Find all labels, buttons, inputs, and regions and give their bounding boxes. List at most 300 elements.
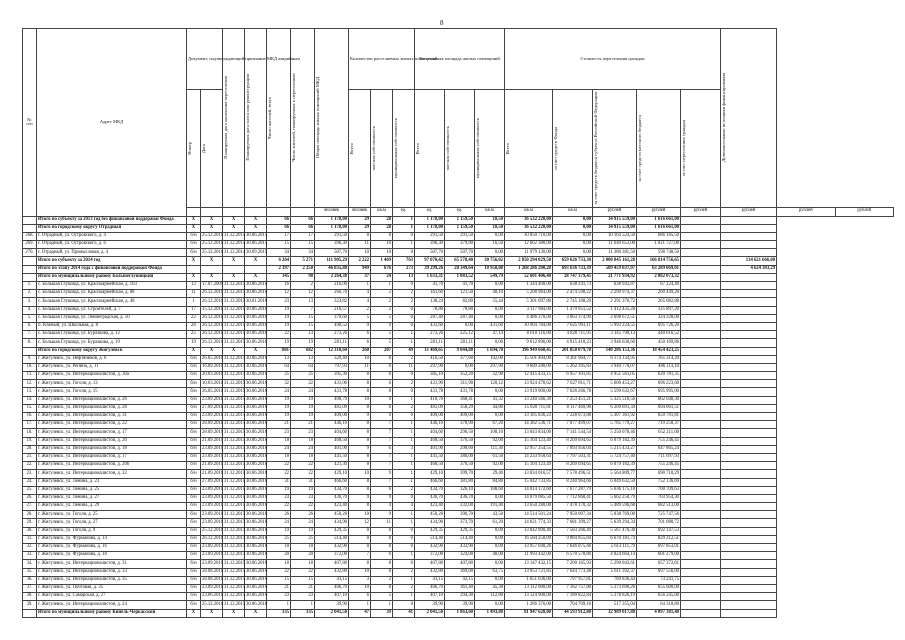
table-cell: 13 650 280,00 [505, 503, 553, 511]
table-row [23, 527, 894, 535]
table-row [23, 503, 894, 511]
table-cell: 20 [267, 552, 291, 560]
table-cell: 431,78 [415, 388, 445, 396]
table-cell [721, 421, 777, 429]
table-cell [681, 232, 721, 240]
table-cell [201, 265, 223, 273]
table-cell: 31.12.2015 [223, 560, 245, 568]
table-cell: 265 082,88 [637, 298, 681, 306]
table-cell [721, 429, 777, 437]
table-cell: 30.06.2016 [245, 355, 267, 363]
unit-cell: человек [315, 207, 349, 216]
table-cell: 19 [291, 413, 315, 421]
table-cell: 2 698 672,51 [593, 314, 637, 322]
table-cell [223, 265, 245, 273]
table-cell: 31.12.2015 [223, 298, 245, 306]
table-cell [721, 290, 777, 298]
table-cell: 9 084 855,84 [553, 535, 593, 543]
table-cell: 507,70 [415, 249, 445, 257]
table-row [23, 388, 894, 396]
table-row [23, 519, 894, 527]
table-cell [681, 535, 721, 543]
table-cell: 829 212,51 [637, 535, 681, 543]
table-cell: 507,70 [315, 249, 349, 257]
table-cell: 16 584 250,09 [505, 535, 553, 543]
table-cell: 30.06.2015 [245, 232, 267, 240]
table-cell [681, 314, 721, 322]
table-cell: 5 262 395,83 [553, 363, 593, 371]
header-cost: Стоимость переселения граждан [505, 29, 721, 90]
table-cell: 0 [393, 535, 415, 543]
table-cell: 0,00 [475, 527, 505, 535]
table-cell: 8 [349, 503, 371, 511]
address-cell: с. Большая Глушица, ул. Красноармейская, д. 88 [37, 290, 187, 298]
table-cell: 7 681 399,27 [553, 519, 593, 527]
table-cell: 30.06.2016 [245, 363, 267, 371]
table-cell: 31.12.2015 [223, 314, 245, 322]
table-cell: 31.12.2015 [223, 363, 245, 371]
table-cell: X [223, 609, 245, 617]
table-cell: 8 [349, 544, 371, 552]
table-cell: 8 [349, 388, 371, 396]
table-cell: 700 709,63 [637, 486, 681, 494]
table-cell: 30.06.2016 [245, 503, 267, 511]
table-cell: 161,60 [415, 290, 445, 298]
table-cell: 30.06.2016 [245, 576, 267, 584]
table-cell: б/н [187, 380, 201, 388]
table-cell [23, 609, 37, 617]
unit-cell: рублей [593, 207, 637, 216]
address-cell: г. Жигулевск, ул. Интернационалистов, д. 30а [37, 372, 187, 380]
table-cell [721, 249, 777, 257]
table-cell: 1 178,00 [415, 216, 445, 224]
table-cell: 31.12.2015 [223, 453, 245, 461]
table-cell: 23 [291, 429, 315, 437]
table-cell: 0,00 [475, 339, 505, 347]
table-cell: 31. [23, 535, 37, 543]
table-cell: 31.12.2015 [223, 462, 245, 470]
table-cell [721, 544, 777, 552]
table-cell [721, 609, 777, 617]
table-cell: 30.06.2016 [245, 552, 267, 560]
table-cell: 2 [393, 486, 415, 494]
table-cell [681, 290, 721, 298]
table-cell: 9 [349, 413, 371, 421]
table-cell: 379,80 [445, 241, 475, 249]
table-cell: 361,40 [445, 584, 475, 592]
table-cell: 31.12.2015 [223, 429, 245, 437]
address-cell: г. Жигулевск, ул. Интернационалистов, д. 18 [37, 445, 187, 453]
table-cell: 25 [267, 372, 291, 380]
header-area: Общая площадь жилых помещений МКД [315, 29, 349, 208]
table-cell: 21.09.2011 [201, 462, 223, 470]
table-cell: 0 [393, 413, 415, 421]
table-cell: 765 314,20 [637, 355, 681, 363]
table-cell: 37. [23, 584, 37, 592]
table-cell: 0,00 [475, 232, 505, 240]
table-cell: 408,79 [315, 396, 349, 404]
table-cell: 31.12.2015 [223, 601, 245, 609]
header-area-total: Всего [415, 90, 445, 208]
table-cell: 30.06.2016 [245, 306, 267, 314]
table-cell: 5. [23, 314, 37, 322]
table-cell: 1 [393, 421, 415, 429]
table-cell: 682 [291, 347, 315, 355]
table-cell: 36 532 220,00 [505, 224, 553, 232]
table-cell: 686 185,50 [637, 232, 681, 240]
table-cell: 28.08.2011 [201, 576, 223, 584]
table-cell: 31.12.2015 [223, 519, 245, 527]
table-cell: б/н [187, 462, 201, 470]
table-cell: 21 [291, 421, 315, 429]
table-cell: 396,30 [315, 241, 349, 249]
table-cell: 4 951 561,05 [593, 372, 637, 380]
table-cell: 14 021 774,33 [505, 519, 553, 527]
table-cell: 291,50 [415, 232, 445, 240]
table-cell: 436,70 [315, 494, 349, 502]
table-cell: 797 957,81 [553, 576, 593, 584]
table-cell: 25.12.2011 [201, 232, 223, 240]
table-cell: 431,78 [315, 388, 349, 396]
table-cell [681, 544, 721, 552]
table-cell: 14 514 501,24 [505, 511, 553, 519]
table-cell: 30.06.2016 [245, 388, 267, 396]
table-cell: 1 [371, 282, 393, 290]
table-cell [721, 453, 777, 461]
table-row [23, 486, 894, 494]
table-cell [681, 527, 721, 535]
table-cell [681, 568, 721, 576]
table-cell: X [187, 224, 201, 232]
table-cell: 13 842 890,40 [505, 527, 553, 535]
table-cell: 324 328,00 [637, 314, 681, 322]
table-cell: 12 [349, 519, 371, 527]
table-cell: 63,75 [475, 568, 505, 576]
table-cell: 30.06.2016 [245, 372, 267, 380]
table-cell: б/н [187, 544, 201, 552]
table-cell: 108,60 [475, 486, 505, 494]
table-cell: 4 828 711,95 [553, 331, 593, 339]
table-cell: 1 [393, 593, 415, 601]
table-cell: 8 [371, 584, 393, 592]
table-cell: 13 [393, 273, 415, 281]
table-cell: 5 838 769,00 [593, 511, 637, 519]
table-cell: 486 114,10 [637, 363, 681, 371]
table-cell: X [245, 273, 267, 281]
table-cell: 5 278 826,19 [593, 593, 637, 601]
table-cell: 1 344 408,00 [505, 282, 553, 290]
address-cell: г. Отрадный, ул. Островского, д. 4 [37, 232, 187, 240]
table-cell: 12 662 380,00 [505, 241, 553, 249]
table-cell: 9. [23, 355, 37, 363]
unit-cell: рублей [637, 207, 681, 216]
table-cell: 55,44 [475, 298, 505, 306]
table-cell: 368,41 [445, 396, 475, 404]
table-cell: б/н [187, 453, 201, 461]
table-cell: X [223, 216, 245, 224]
table-cell: 8 [349, 453, 371, 461]
table-cell: 682 513,00 [637, 503, 681, 511]
table-cell: 326,10 [445, 486, 475, 494]
table-cell: 1 178,00 [415, 224, 445, 232]
table-cell: 468,50 [415, 462, 445, 470]
table-cell: 7 646 075,46 [553, 544, 593, 552]
table-cell: б/н [187, 413, 201, 421]
table-cell: 2 291 376,72 [593, 298, 637, 306]
table-cell: 7 [349, 552, 371, 560]
table-cell: 10 904 784,00 [505, 322, 553, 330]
table-cell: 45,30 [475, 584, 505, 592]
table-cell: 25 [291, 372, 315, 380]
table-cell [721, 241, 777, 249]
table-cell: 11 993 442,00 [505, 552, 553, 560]
table-row [23, 576, 894, 584]
table-cell: 697 556,00 [637, 568, 681, 576]
table-cell: 755 246,45 [637, 437, 681, 445]
table-cell: 31.12.2015 [223, 568, 245, 576]
header-count-municipal: муниципальная собственность [393, 90, 415, 208]
table-cell: 1 [393, 437, 415, 445]
table-cell: 0 [393, 322, 415, 330]
table-cell: 34 [291, 249, 315, 257]
table-cell: 409,00 [415, 413, 445, 421]
table-cell: 27.09.2011 [201, 478, 223, 486]
table-cell: 5 599 632,67 [593, 388, 637, 396]
table-cell [681, 560, 721, 568]
table-cell: 20.03.2011 [201, 372, 223, 380]
total-row [23, 257, 894, 265]
table-cell: 652 211,00 [637, 429, 681, 437]
table-cell: 26.05.2011 [201, 388, 223, 396]
table-cell: 1 651 036,00 [505, 576, 553, 584]
table-cell: 21. [23, 453, 37, 461]
table-cell: 26.12.2011 [201, 331, 223, 339]
table-cell: X [201, 216, 223, 224]
table-cell: 620 781,35 [637, 372, 681, 380]
table-cell [721, 519, 777, 527]
table-cell: 31.12.2015 [223, 535, 245, 543]
table-cell: 11 640 653,00 [593, 241, 637, 249]
table-cell: 31.12.2014 [223, 232, 245, 240]
address-cell: Итого по муниципальному району Кинель-Черкасский [37, 609, 187, 617]
resettlement-table [22, 28, 894, 618]
table-cell: 49 [393, 347, 415, 355]
address-cell: Итого по городскому округу Жигулевск [37, 347, 187, 355]
table-cell: 12. [23, 380, 37, 388]
table-cell [721, 355, 777, 363]
table-cell: 507,70 [445, 249, 475, 257]
table-cell: 16 [267, 282, 291, 290]
address-cell: г. Жигулевск, ул. Гоголя, д. 25 [37, 511, 187, 519]
table-cell: 0 [393, 249, 415, 257]
table-cell: 0,00 [553, 224, 593, 232]
table-cell [721, 437, 777, 445]
table-row [23, 445, 894, 453]
table-cell [721, 413, 777, 421]
table-cell: 8 [349, 404, 371, 412]
header-area-municipal: муниципальная собственность [475, 90, 505, 208]
table-cell: 19 [267, 486, 291, 494]
address-cell: г. Жигулевск, ул. Репина, д. 11 [37, 363, 187, 371]
table-cell: 13 834 016,57 [505, 470, 553, 478]
table-cell: 15 [291, 322, 315, 330]
address-cell: г. Отрадный, ул. Островского, д. 6 [37, 241, 187, 249]
table-cell: 5 208 984,00 [505, 290, 553, 298]
table-cell: 407,10 [415, 593, 445, 601]
table-cell: 23.09.2011 [201, 503, 223, 511]
table-cell [721, 314, 777, 322]
table-cell: 22 [291, 462, 315, 470]
unit-cell: кв.м [371, 207, 393, 216]
table-cell: 35. [23, 568, 37, 576]
table-cell: 6 957 101,85 [553, 372, 593, 380]
table-cell: 14 079 085,50 [505, 494, 553, 502]
table-cell: 31.12.2015 [223, 494, 245, 502]
table-cell: 30.06.2016 [245, 511, 267, 519]
address-cell: с. Большая Глушица, ул. Бурлакова, д. 19 [37, 339, 187, 347]
unit-cell: рублей [835, 207, 893, 216]
table-cell: 468,50 [315, 437, 349, 445]
table-cell: 1 [393, 576, 415, 584]
table-cell: 7 [291, 306, 315, 314]
table-cell: 30.06.2016 [245, 453, 267, 461]
table-cell [681, 413, 721, 421]
table-cell: 92,00 [475, 437, 505, 445]
table-cell: 5 [371, 331, 393, 339]
table-cell [721, 232, 777, 240]
table-cell: 32 989 017,80 [593, 609, 637, 617]
table-cell [721, 593, 777, 601]
table-cell: 66 [267, 216, 291, 224]
table-cell: 13 [291, 298, 315, 306]
table-cell: 7 712 860,41 [553, 494, 593, 502]
table-cell: 266,70 [315, 290, 349, 298]
table-cell: 36. [23, 576, 37, 584]
header-cost-total: Всего [505, 90, 553, 208]
table-cell: 434,90 [315, 519, 349, 527]
table-cell: 66 [267, 224, 291, 232]
table-cell: б/н [187, 486, 201, 494]
table-cell: 12 310,60 [315, 347, 349, 355]
table-cell: 120,12 [475, 380, 505, 388]
table-row [23, 462, 894, 470]
unit-cell [291, 207, 315, 216]
table-cell: 5 273 690,26 [593, 584, 637, 592]
table-cell: 8 117 469,96 [553, 404, 593, 412]
table-cell: 17 [187, 306, 201, 314]
table-cell: 112,80 [475, 593, 505, 601]
table-cell: 18 [291, 544, 315, 552]
table-cell: 7 253 451,21 [553, 396, 593, 404]
address-cell: г. Жигулевск, ул. Интернационалистов, д. 31 [37, 560, 187, 568]
address-cell: п. Южный, ул. Школьная, д. 8 [37, 322, 187, 330]
table-cell: 2 264,38 [315, 273, 349, 281]
table-cell: 111 905,29 [315, 257, 349, 265]
table-cell: X [187, 257, 201, 265]
address-cell: Итого по муниципальному району Большеглушицкий [37, 273, 187, 281]
table-cell: 8 [371, 388, 393, 396]
table-cell [681, 322, 721, 330]
table-cell: 410,70 [415, 396, 445, 404]
table-cell: 2 041,50 [415, 609, 445, 617]
table-cell: 31 [291, 478, 315, 486]
table-row [23, 363, 894, 371]
table-cell: 269. [23, 241, 37, 249]
table-cell: 662 048,30 [637, 396, 681, 404]
table-cell: 31.12.2014 [223, 241, 245, 249]
table-cell: 10 [349, 470, 371, 478]
table-cell: 52 601 406,40 [505, 273, 553, 281]
table-cell: 10. [23, 363, 37, 371]
table-cell: 1 412 435,28 [593, 306, 637, 314]
unit-cell: ед. [415, 207, 445, 216]
table-cell: 13. [23, 388, 37, 396]
table-cell: 10 [371, 249, 393, 257]
table-cell: 44,80 [475, 404, 505, 412]
table-cell: 0,00 [475, 576, 505, 584]
table-cell: 40,10 [475, 290, 505, 298]
table-cell: 26.12.2011 [201, 298, 223, 306]
table-cell: 22 [291, 503, 315, 511]
unit-cell: кв.м [553, 207, 593, 216]
table-cell: 8 [371, 535, 393, 543]
table-cell: 16.09.2011 [201, 363, 223, 371]
address-cell: Итого по субъекту за 2013 год без финансовой поддержки Фонда [37, 216, 187, 224]
table-cell: 4 915 410,23 [553, 339, 593, 347]
table-cell: 1 [267, 601, 291, 609]
table-cell: 2 [393, 380, 415, 388]
table-cell: 23.09.2011 [201, 396, 223, 404]
table-cell: X [187, 609, 201, 617]
table-cell: 30.06.2016 [245, 560, 267, 568]
table-cell: 423,40 [315, 503, 349, 511]
table-cell: 36 532 220,00 [505, 216, 553, 224]
table-cell: 324,00 [445, 552, 475, 560]
table-cell: 3 063 374,99 [553, 314, 593, 322]
table-cell: 111,30 [475, 445, 505, 453]
table-cell: 17 [267, 232, 291, 240]
table-cell: 6 [349, 339, 371, 347]
table-cell: 33. [23, 552, 37, 560]
table-cell [681, 396, 721, 404]
table-cell: 432,80 [415, 568, 445, 576]
table-cell: 423,40 [415, 503, 445, 511]
table-cell: 31.12.2015 [223, 593, 245, 601]
table-cell: 30.06.2016 [245, 380, 267, 388]
table-cell: 1 616 661,00 [637, 216, 681, 224]
table-cell [721, 396, 777, 404]
table-cell: 11 979 130,00 [505, 249, 553, 257]
table-cell: 34 [267, 249, 291, 257]
table-cell: 1 [393, 339, 415, 347]
table-cell: 311,90 [445, 380, 475, 388]
table-cell: 0,00 [475, 249, 505, 257]
table-cell: 31.12.2015 [223, 388, 245, 396]
header-doc-number: Номер [187, 90, 201, 208]
address-cell: г. Жигулевск, ул. Ленина, д. 29 [37, 503, 187, 511]
table-cell [681, 462, 721, 470]
table-cell: 6 570 578,86 [553, 552, 593, 560]
table-cell: б/н [187, 535, 201, 543]
header-cost-other: за счет переселения граждан [681, 90, 721, 208]
table-cell: 64 [291, 363, 315, 371]
table-cell: 949 [349, 265, 371, 273]
table-cell: 598 748,50 [637, 249, 681, 257]
table-cell: 434,90 [415, 519, 445, 527]
table-cell: 43,15 [315, 576, 349, 584]
header-cost-local: за счет средств местного бюджета [637, 90, 681, 208]
table-cell: 25.12.2011 [201, 527, 223, 535]
